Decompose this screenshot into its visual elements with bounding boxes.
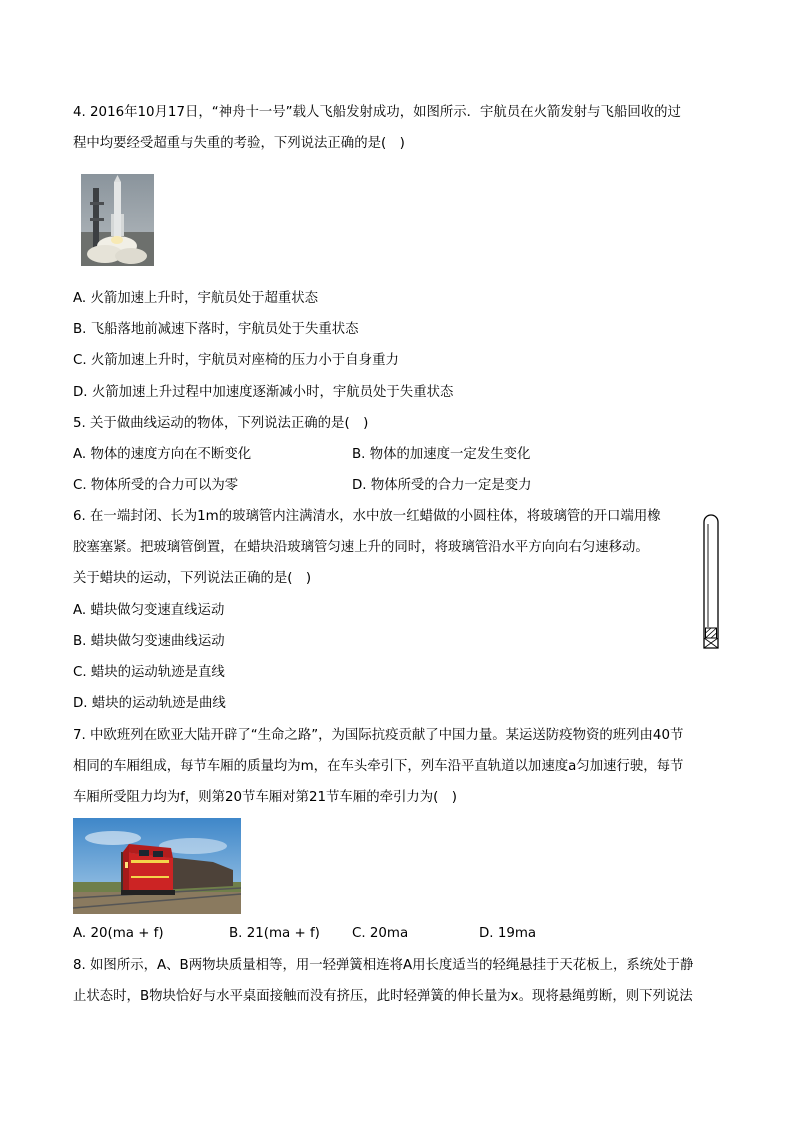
q6-stem-line3: 关于蜡块的运动，下列说法正确的是( ) <box>73 571 312 586</box>
q7-option-d: D. 19ma <box>479 926 537 941</box>
q7-stem-line1: 7. 中欧班列在欧亚大陆开辟了“生命之路”，为国际抗疫贡献了中国力量。某运送防疫物资的班列由40节 <box>73 728 684 743</box>
q5-stem: 5. 关于做曲线运动的物体，下列说法正确的是( ) <box>73 416 369 431</box>
q5-option-d: D. 物体所受的合力一定是变力 <box>352 478 532 493</box>
q7-option-a: A. 20(ma + f) <box>73 926 164 941</box>
freight-train-photo <box>73 818 241 914</box>
q8-stem-line2: 止状态时，B物块恰好与水平桌面接触而没有挤压，此时轻弹簧的伸长量为x。现将悬绳剪断，则下列说法 <box>73 989 693 1004</box>
q7-stem-line3: 车厢所受阻力均为f，则第20节车厢对第21节车厢的牵引力为( ) <box>73 790 458 805</box>
glass-tube-diagram <box>700 512 722 652</box>
q6-option-c: C. 蜡块的运动轨迹是直线 <box>73 665 225 680</box>
q6-stem-line1: 6. 在一端封闭、长为1m的玻璃管内注满清水，水中放一红蜡做的小圆柱体，将玻璃管的开口端用橡 <box>73 509 661 524</box>
q5-option-a: A. 物体的速度方向在不断变化 <box>73 447 252 462</box>
q6-option-d: D. 蜡块的运动轨迹是曲线 <box>73 696 226 711</box>
q8-stem-line1: 8. 如图所示，A、B两物块质量相等，用一轻弹簧相连将A用长度适当的轻绳悬挂于天花板上，系统处于静 <box>73 958 694 973</box>
q4-option-b: B. 飞船落地前减速下落时，宇航员处于失重状态 <box>73 322 359 337</box>
q7-stem-line2: 相同的车厢组成，每节车厢的质量均为m，在车头牵引下，列车沿平直轨道以加速度a匀加速行驶，每节 <box>73 759 684 774</box>
q4-stem-line1: 4. 2016年10月17日，“神舟十一号”载人飞船发射成功，如图所示．宇航员在火箭发射与飞船回收的过 <box>73 105 681 120</box>
q7-option-c: C. 20ma <box>352 926 409 941</box>
q7-option-b: B. 21(ma + f) <box>229 926 320 941</box>
q6-stem-line2: 胶塞塞紧。把玻璃管倒置，在蜡块沿玻璃管匀速上升的同时，将玻璃管沿水平方向向右匀速移动。 <box>73 540 649 555</box>
q4-option-a: A. 火箭加速上升时，宇航员处于超重状态 <box>73 291 319 306</box>
q5-option-b: B. 物体的加速度一定发生变化 <box>352 447 531 462</box>
q4-option-d: D. 火箭加速上升过程中加速度逐渐减小时，宇航员处于失重状态 <box>73 385 454 400</box>
q4-stem-line2: 程中均要经受超重与失重的考验，下列说法正确的是( ) <box>73 136 405 151</box>
q5-option-c: C. 物体所受的合力可以为零 <box>73 478 239 493</box>
rocket-launch-photo <box>81 174 154 266</box>
q6-option-b: B. 蜡块做匀变速曲线运动 <box>73 634 225 649</box>
q6-option-a: A. 蜡块做匀变速直线运动 <box>73 603 225 618</box>
q4-option-c: C. 火箭加速上升时，宇航员对座椅的压力小于自身重力 <box>73 353 399 368</box>
